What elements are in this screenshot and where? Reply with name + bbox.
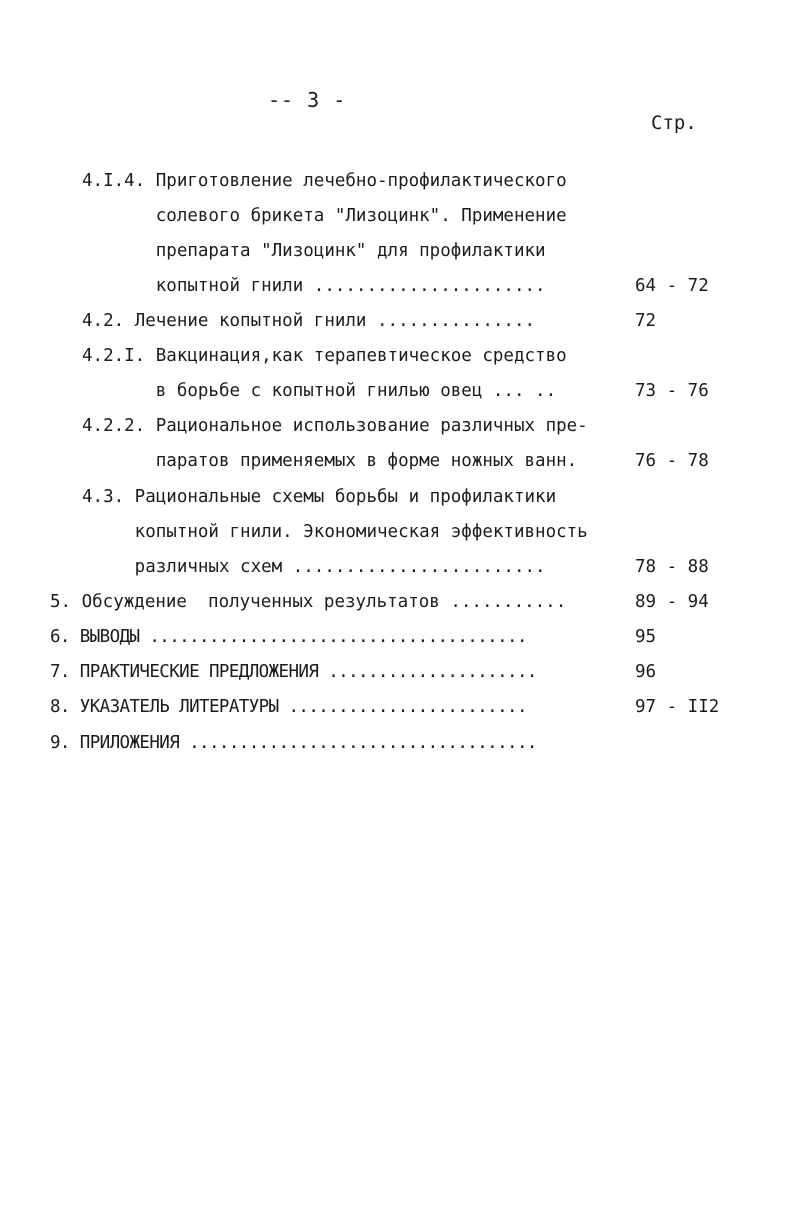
page-number: -- 3 - [268, 88, 347, 112]
toc-entry-7-line-1: 7. ПРАКТИЧЕСКИЕ ПРЕДЛОЖЕНИЯ ..................... [50, 662, 537, 682]
toc-entry-5-line-1: 5. Обсуждение полученных результатов ........... [50, 592, 567, 612]
toc-entry-4-2-1-line-1: 4.2.I. Вакцинация,как терапевтическое средство [82, 346, 567, 366]
toc-entry-4-1-4-line-1: 4.I.4. Приготовление лечебно-профилактического [82, 171, 567, 191]
toc-entry-4-2-pages: 72 [635, 311, 657, 331]
toc-entry-4-2-2-line-2: паратов применяемых в форме ножных ванн. [82, 451, 578, 471]
toc-entry-4-3-line-2: копытной гнили. Экономическая эффективность [82, 522, 588, 542]
toc-entry-8-line-1: 8. УКАЗАТЕЛЬ ЛИТЕРАТУРЫ ........................ [50, 697, 527, 717]
toc-entry-4-2-2-pages: 76 - 78 [635, 451, 709, 471]
toc-entry-9-line-1: 9. ПРИЛОЖЕНИЯ ................................... [50, 733, 537, 753]
toc-entry-4-1-4-line-4: копытной гнили ...................... [82, 276, 546, 296]
toc-entry-5-pages: 89 - 94 [635, 592, 709, 612]
toc-entry-8-pages: 97 - II2 [635, 697, 720, 717]
toc-entry-4-2-1-line-2: в борьбе с копытной гнилью овец ... .. [82, 381, 557, 401]
toc-entry-4-1-4-line-3: препарата "Лизоцинк" для профилактики [82, 241, 546, 261]
toc-entry-4-3-line-1: 4.3. Рациональные схемы борьбы и профилактики [82, 487, 557, 507]
toc-entry-4-3-line-3: различных схем ........................ [82, 557, 546, 577]
toc-entry-7-pages: 96 [635, 662, 657, 682]
toc-entry-6-line-1: 6. ВЫВОДЫ ...................................... [50, 627, 527, 647]
toc-entry-4-1-4-pages: 64 - 72 [635, 276, 709, 296]
toc-entry-4-2-2-line-1: 4.2.2. Рациональное использование различных пре- [82, 416, 588, 436]
toc-entry-4-1-4-line-2: солевого брикета "Лизоцинк". Применение [82, 206, 567, 226]
page-column-heading: Стр. [651, 112, 697, 134]
toc-entry-6-pages: 95 [635, 627, 657, 647]
toc-entry-4-2-line-1: 4.2. Лечение копытной гнили ............... [82, 311, 536, 331]
toc-entry-4-2-1-pages: 73 - 76 [635, 381, 709, 401]
toc-entry-4-3-pages: 78 - 88 [635, 557, 709, 577]
